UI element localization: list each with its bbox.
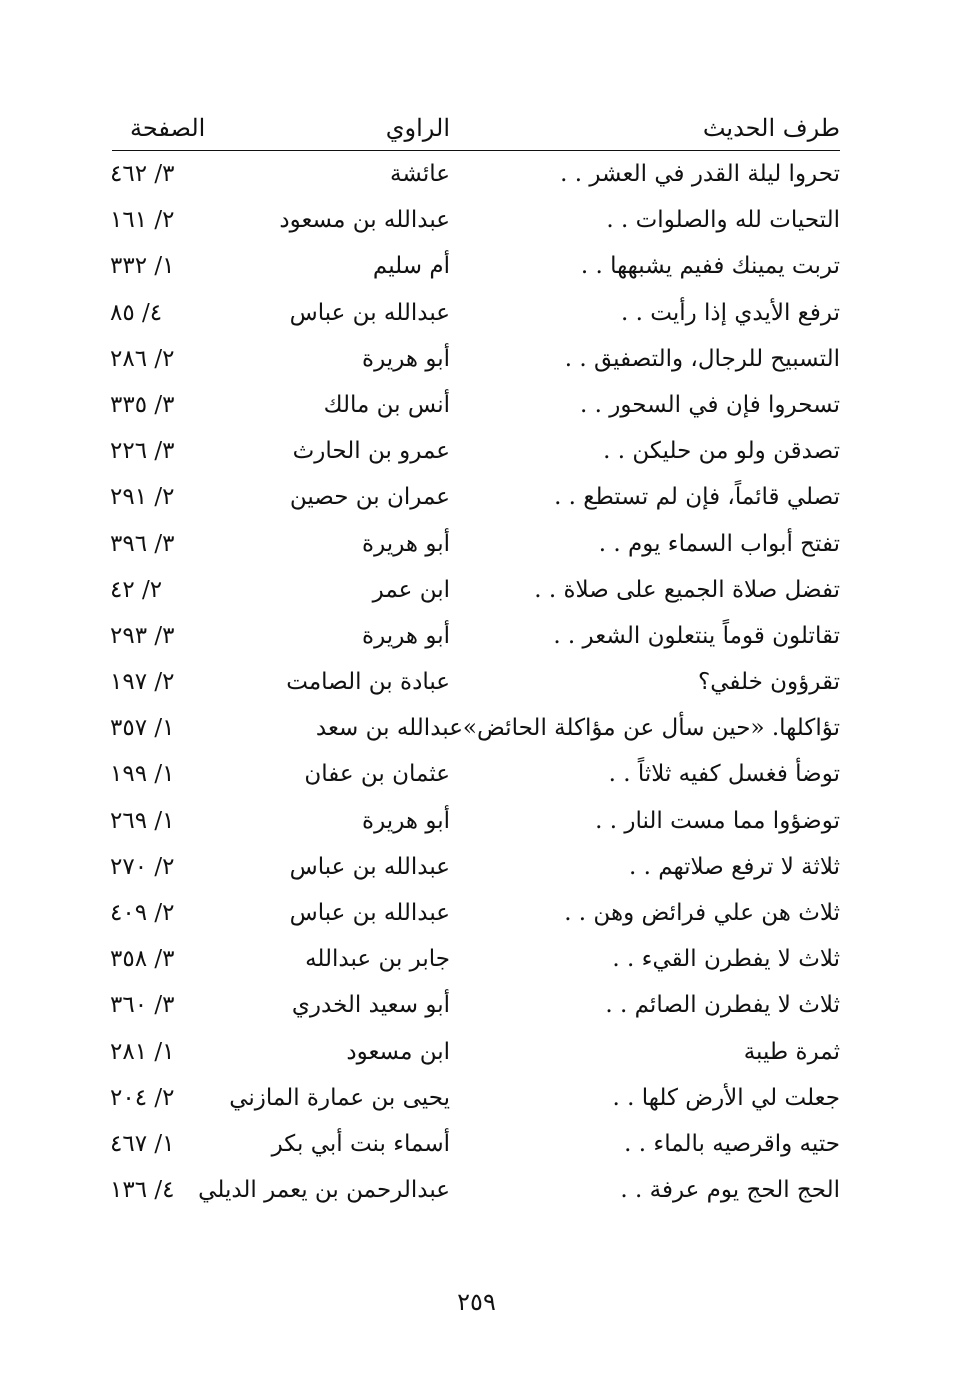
table-header [110,108,840,148]
table-row [110,891,840,937]
narrator: أبو هريرة [362,807,450,834]
page-reference: ٤/ ١٣٦ [110,1177,175,1204]
page-reference: ٣/ ٢٩٣ [110,622,175,649]
hadith-excerpt: التحيات لله والصلوات . . [606,207,840,234]
narrator: أبو هريرة [362,530,450,557]
narrator: جابر بن عبدالله [305,946,450,973]
narrator: عبدالله بن مسعود [279,207,450,234]
narrator: أبو هريرة [362,345,450,372]
hadith-excerpt: تصلي قائماً، فإن لم تستطع . . [554,484,840,511]
page-reference: ٢/ ٢٩١ [110,484,175,511]
header-divider [112,150,840,151]
header-hadith: طرف الحديث [702,114,840,142]
hadith-excerpt: تقرؤون خلفي؟ [698,669,840,696]
hadith-excerpt: تؤاكلها. «حين سأل عن مؤاكلة الحائض»عبدالله بن سعد [315,715,840,742]
table-row [110,383,840,429]
narrator: عثمان بن عفان [304,761,450,788]
page-reference: ٢/ ٤٢ [110,576,163,603]
narrator: عبدالله بن عباس [289,900,450,926]
page-reference: ٢/ ٢٧٠ [110,853,175,880]
hadith-excerpt: التسبيح للرجال، والتصفيق . . [564,345,840,372]
page-reference: ٣/ ٣٥٨ [110,946,175,973]
narrator: عبدالله بن عباس [289,299,450,326]
page-reference: ٣/ ٣٦٠ [110,992,175,1019]
narrator: عمران بن حصين [289,484,450,511]
table-row [110,1122,840,1168]
table-row [110,1076,840,1122]
hadith-excerpt: ثمرة طيبة [743,1038,840,1065]
page-reference: ٢/ ٢٠٤ [110,1084,175,1111]
page-reference: ٢/ ٤٠٩ [110,900,175,926]
table-row [110,614,840,660]
hadith-excerpt: تصدقن ولو من حليكن . . [603,438,840,465]
table-row [110,429,840,475]
page-reference: ١/ ٤٦٧ [110,1130,175,1157]
hadith-excerpt: توضأ فغسل كفيه ثلاثاً . . [608,761,840,788]
narrator: أم سليم [372,253,450,280]
hadith-excerpt: ترفع الأيدي إذا رأيت . . [621,299,840,326]
hadith-excerpt: الحج الحج يوم عرفة . . [620,1177,840,1204]
hadith-excerpt: تسحروا فإن في السحور . . [580,391,840,418]
page-reference: ١/ ١٩٩ [110,761,175,788]
table-row [110,198,840,244]
hadith-excerpt: تفتح أبواب السماء يوم . . [598,530,840,557]
table-row [110,291,840,337]
hadith-excerpt: حتيه واقرصيه بالماء . . [624,1130,840,1157]
narrator: عائشة [390,161,450,187]
table-row [110,337,840,383]
hadith-excerpt: ثلاثة لا ترفع صلاتهم . . [628,853,840,880]
page-reference: ٤/ ٨٥ [110,299,163,326]
page-reference: ٢/ ٢٨٦ [110,345,175,372]
narrator: ابن عمر [372,576,450,603]
hadith-index-table [110,152,840,1214]
page-reference: ١/ ٢٦٩ [110,807,175,834]
page-reference: ٢/ ١٩٧ [110,669,175,696]
hadith-excerpt: ثلاث لا يفطرن القيء . . [612,946,840,973]
table-row [110,522,840,568]
page-reference: ١/ ٣٣٢ [110,253,175,280]
page-reference: ٣/ ٣٣٥ [110,391,175,418]
hadith-excerpt: تفضل صلاة الجميع على صلاة . . [534,576,840,603]
page-reference: ٣/ ٣٩٦ [110,530,175,557]
page-reference: ٢/ ١٦١ [110,207,175,234]
table-row [110,706,840,752]
table-row [110,752,840,798]
narrator: عمرو بن الحارث [292,438,450,465]
narrator: ابن مسعود [346,1038,450,1065]
page-reference: ١/ ٢٨١ [110,1038,175,1065]
hadith-excerpt: جعلت لي الأرض كلها . . [612,1084,840,1111]
narrator: يحيى بن عمارة المازني [229,1084,450,1111]
header-narrator: الراوي [385,114,450,142]
hadith-excerpt: توضؤوا مما مست النار . . [595,807,840,834]
narrator: عبدالله بن عباس [289,853,450,880]
table-row [110,475,840,521]
page-reference: ١/ ٣٥٧ [110,715,175,742]
hadith-excerpt: ثلاث هن علي فرائض وهن . . [564,900,840,926]
table-row [110,845,840,891]
hadith-excerpt: تقاتلون قوماً ينتعلون الشعر . . [553,622,840,649]
narrator: أنس بن مالك [323,391,450,418]
table-row [110,152,840,198]
narrator: أسماء بنت أبي بكر [271,1130,450,1157]
table-row [110,983,840,1029]
hadith-excerpt: تحروا ليلة القدر في العشر . . [560,161,840,187]
table-row [110,568,840,614]
table-row [110,937,840,983]
table-row [110,244,840,290]
page-number: ٢٥٩ [457,1288,496,1316]
hadith-excerpt: تربت يمينك ففيم يشبهها . . [580,253,840,280]
table-row [110,1030,840,1076]
table-row [110,660,840,706]
page-reference: ٣/ ٤٦٢ [110,161,175,187]
table-row [110,1168,840,1214]
narrator: عبدالرحمن بن يعمر الديلي [198,1177,450,1204]
narrator: أبو هريرة [362,622,450,649]
narrator: عبادة بن الصامت [286,669,450,696]
hadith-excerpt: ثلاث لا يفطرن الصائم . . [605,992,840,1019]
table-row [110,799,840,845]
page-reference: ٣/ ٢٢٦ [110,438,175,465]
narrator: أبو سعيد الخدري [291,992,450,1019]
header-page: الصفحة [130,114,206,142]
